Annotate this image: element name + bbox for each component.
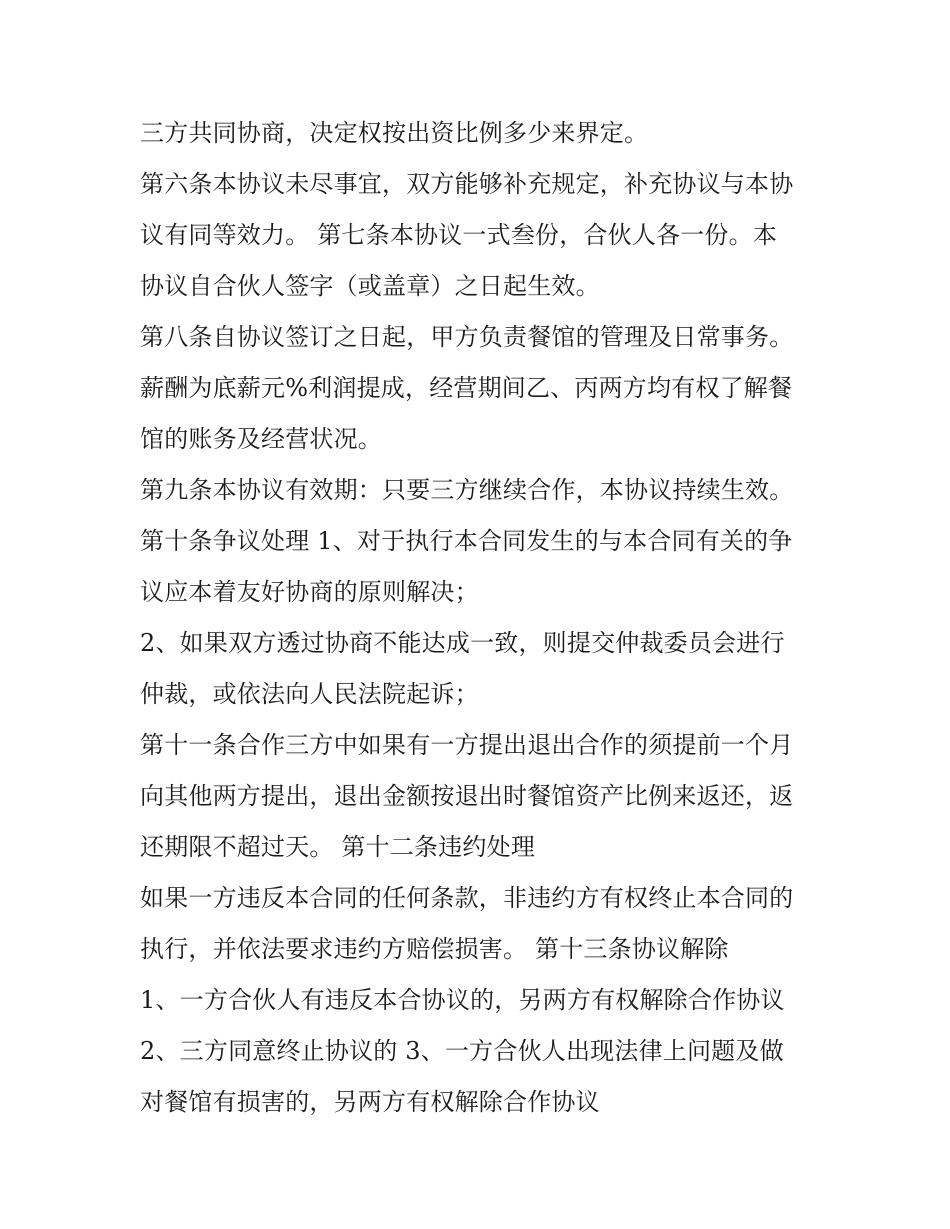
text-line: 薪酬为底薪元%利润提成，经营期间乙、丙两方均有权了解餐: [140, 374, 793, 402]
text-line: 馆的账务及经营状况。: [140, 425, 382, 453]
text-line: 对餐馆有损害的，另两方有权解除合作协议: [140, 1088, 600, 1116]
text-line: 如果一方违反本合同的任何条款，非违约方有权终止本合同的: [140, 884, 794, 912]
text-line: 2、三方同意终止协议的 3、一方合伙人出现法律上问题及做: [140, 1037, 784, 1065]
text-line: 2、如果双方透过协商不能达成一致，则提交仲裁委员会进行: [140, 629, 785, 657]
text-line: 三方共同协商，决定权按出资比例多少来界定。: [140, 119, 649, 147]
text-line: 执行，并依法要求违约方赔偿损害。 第十三条协议解除: [140, 935, 729, 963]
text-line: 第十条争议处理 1、对于执行本合同发生的与本合同有关的争: [140, 527, 793, 555]
text-line: 仲裁，或依法向人民法院起诉；: [140, 680, 479, 708]
text-line: 协议自合伙人签字（或盖章）之日起生效。: [140, 272, 600, 300]
text-line: 第八条自协议签订之日起，甲方负责餐馆的管理及日常事务。: [140, 323, 794, 351]
document-body: [140, 108, 820, 1128]
text-line: 第九条本协议有效期：只要三方继续合作，本协议持续生效。: [140, 476, 794, 504]
text-line: 第十一条合作三方中如果有一方提出退出合作的须提前一个月: [140, 731, 794, 759]
text-line: 第六条本协议未尽事宜，双方能够补充规定，补充协议与本协: [140, 170, 794, 198]
text-line: 还期限不超过天。 第十二条违约处理: [140, 833, 536, 861]
text-line: 1、一方合伙人有违反本合协议的，另两方有权解除合作协议: [140, 986, 785, 1014]
text-line: 议应本着友好协商的原则解决；: [140, 578, 479, 606]
text-line: 向其他两方提出，退出金额按退出时餐馆资产比例来返还，返: [140, 782, 794, 810]
text-line: 议有同等效力。 第七条本协议一式叁份，合伙人各一份。本: [140, 221, 778, 249]
